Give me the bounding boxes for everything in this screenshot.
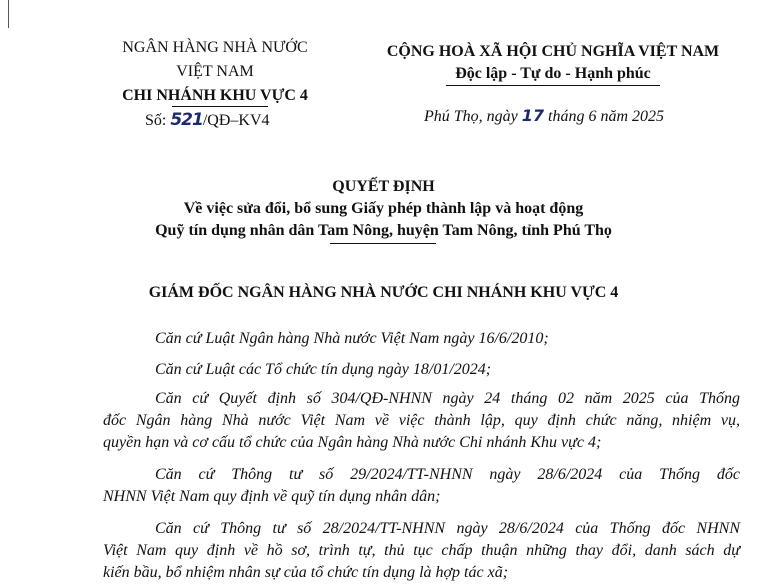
document-number xyxy=(145,108,270,133)
basis-line-6: Căn cứ Thông tư số 29/2024/TT-NHNN ngày 28/6/2024 của Thống đốc xyxy=(155,466,740,483)
number-handwritten: 521 xyxy=(170,110,203,130)
date-line xyxy=(424,104,664,129)
decision-title: QUYẾT ĐỊNH xyxy=(332,178,435,195)
basis-line-1: Căn cứ Luật Ngân hàng Nhà nước Việt Nam ngày 16/6/2010; xyxy=(155,330,549,347)
issuer-underline xyxy=(172,106,268,107)
issuer-line-2: VIỆT NAM xyxy=(176,63,254,80)
subject-underline xyxy=(330,243,436,244)
basis-line-7: NHNN Việt Nam quy định về quỹ tín dụng nhân dân; xyxy=(103,488,441,505)
basis-line-2: Căn cứ Luật các Tổ chức tín dụng ngày 18/01/2024; xyxy=(155,361,492,378)
decision-subject-line-1: Về việc sửa đổi, bổ sung Giấy phép thành lập và hoạt động xyxy=(183,200,584,217)
date-prefix: Phú Thọ, ngày xyxy=(424,108,518,125)
national-title: CỘNG HOÀ XÃ HỘI CHỦ NGHĨA VIỆT NAM xyxy=(386,43,720,60)
page-edge-mark xyxy=(8,0,9,28)
basis-line-3: Căn cứ Quyết định số 304/QĐ-NHNN ngày 24 tháng 02 năm 2025 của Thống xyxy=(155,390,740,407)
basis-line-9: Việt Nam quy định về hồ sơ, trình tự, thủ tục chấp thuận những thay đổi, danh sách dự xyxy=(103,542,740,559)
date-suffix: tháng 6 năm 2025 xyxy=(548,108,665,125)
issuer-line-1: NGÂN HÀNG NHÀ NƯỚC xyxy=(122,39,308,56)
authority-heading: GIÁM ĐỐC NGÂN HÀNG NHÀ NƯỚC CHI NHÁNH KHU VỰC 4 xyxy=(148,284,619,301)
decision-subject-line-2: Quỹ tín dụng nhân dân Tam Nông, huyện Tam Nông, tỉnh Phú Thọ xyxy=(155,222,612,239)
basis-line-10: kiến bầu, bổ nhiệm nhân sự của tổ chức tín dụng là hợp tác xã; xyxy=(103,564,509,581)
number-prefix: Số: xyxy=(145,112,167,129)
basis-line-4: đốc Ngân hàng Nhà nước Việt Nam về việc thành lập, quy định chức năng, nhiệm vụ, xyxy=(103,412,740,429)
issuer-line-3: CHI NHÁNH KHU VỰC 4 xyxy=(122,87,308,104)
basis-line-5: quyền hạn và cơ cấu tổ chức của Ngân hàng Nhà nước Chi nhánh Khu vực 4; xyxy=(103,434,602,451)
number-suffix: /QĐ–KV4 xyxy=(202,112,270,129)
national-motto: Độc lập - Tự do - Hạnh phúc xyxy=(455,65,651,82)
basis-line-8: Căn cứ Thông tư số 28/2024/TT-NHNN ngày 28/6/2024 của Thống đốc NHNN xyxy=(155,520,740,537)
date-day-handwritten: 17 xyxy=(521,106,545,125)
motto-underline xyxy=(446,85,660,86)
